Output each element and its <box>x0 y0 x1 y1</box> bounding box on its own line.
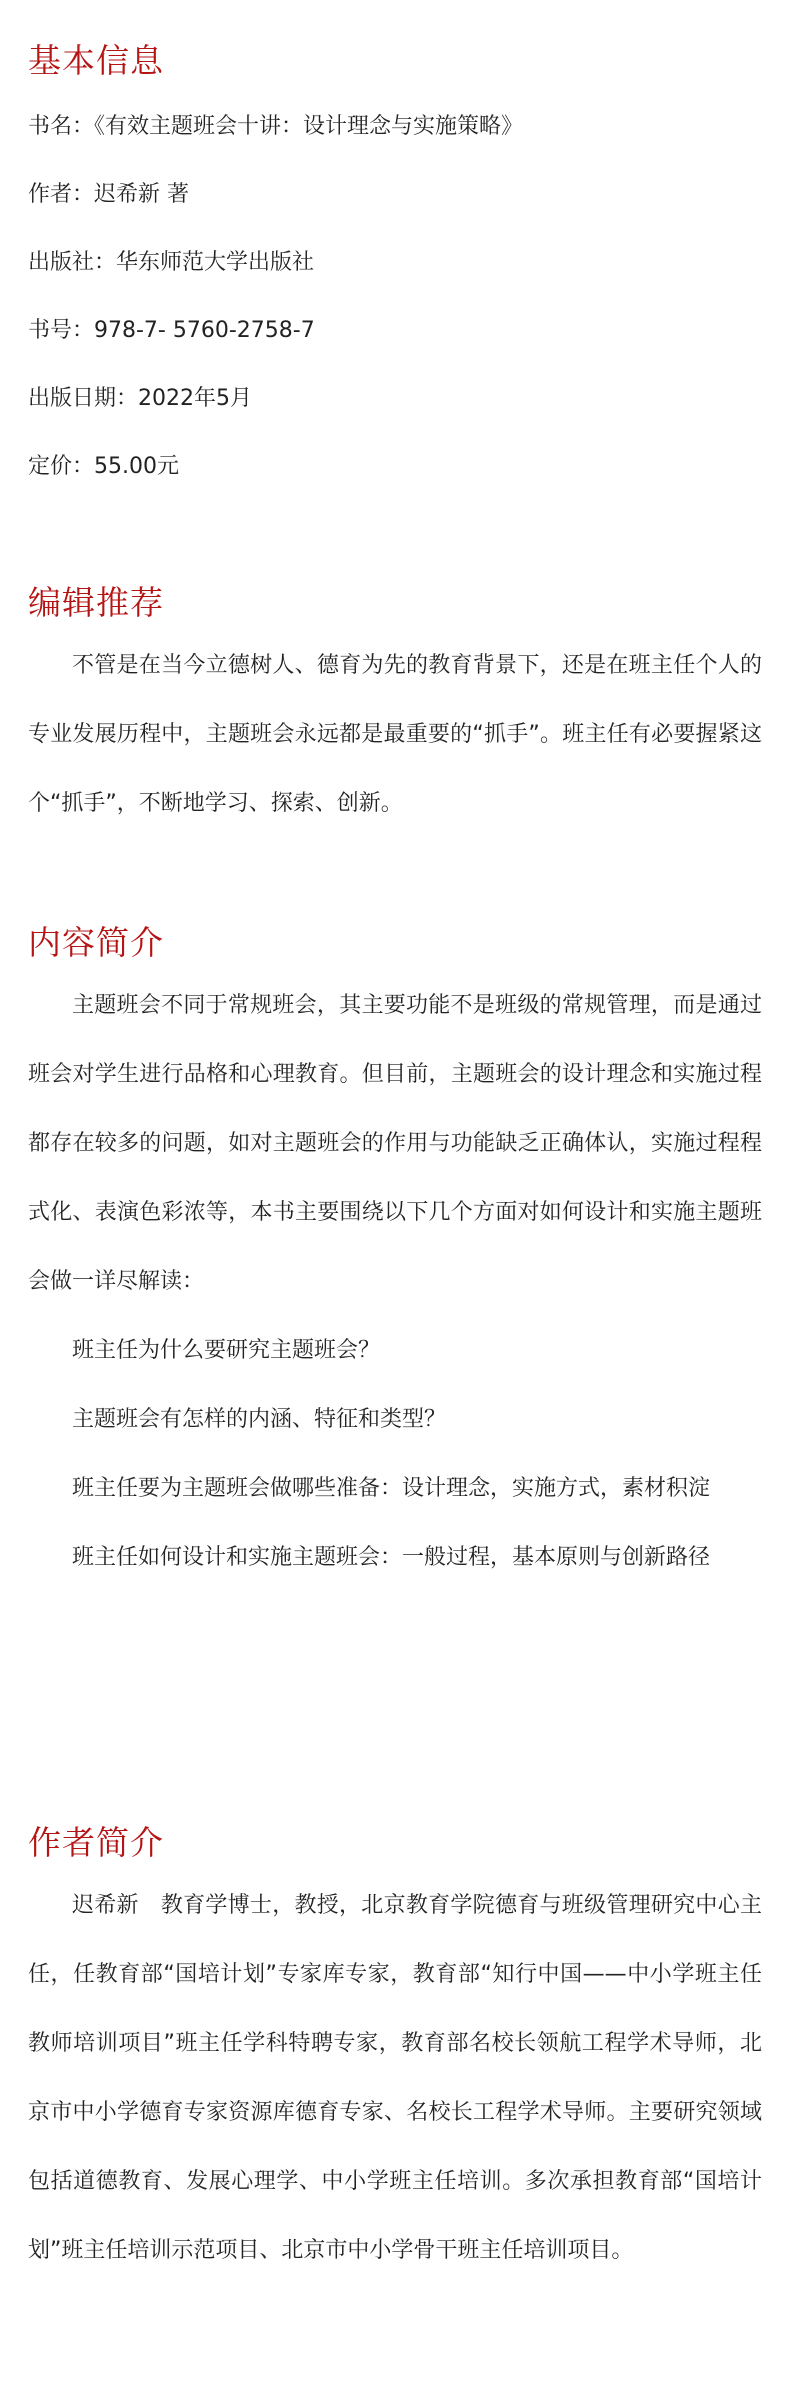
publish-date-line: 出版日期：2022年5月 <box>28 386 252 411</box>
author-intro-text: 教育学博士，教授，北京教育学院德育与班级管理研究中心主任，任教育部“国培计划”专家库专家，教育部“知行中国——中小学班主任教师培训项目”班主任学科特聘专家，教育部名校长领航工程学术导师，北京市中小学德育专家资源库德育专家、名校长工程学术导师。主要研究领域包括道德教育、发展心理学、中小学班主任培训。多次承担教育部“国培计划”班主任培训示范项目、北京市中小学骨干班主任培训项目。 <box>28 1893 762 2263</box>
editor-recommend-title: 编辑推荐 <box>28 583 164 622</box>
author-intro-paragraph <box>28 1871 762 2285</box>
author-intro-section <box>28 1823 762 2285</box>
basic-info-section <box>28 41 762 479</box>
book-title-line: 书名：《有效主题班会十讲：设计理念与实施策略》 <box>28 114 524 139</box>
content-intro-item: 班主任为什么要研究主题班会？ <box>72 1338 381 1363</box>
basic-info-title: 基本信息 <box>28 41 164 80</box>
content-intro-item: 主题班会有怎样的内涵、特征和类型？ <box>72 1407 447 1432</box>
content-intro-item: 班主任如何设计和实施主题班会：一般过程，基本原则与创新路径 <box>72 1545 711 1570</box>
content-intro-paragraph: 主题班会不同于常规班会，其主要功能不是班级的常规管理，而是通过班会对学生进行品格和心理教育。但目前，主题班会的设计理念和实施过程都存在较多的问题，如对主题班会的作用与功能缺乏正确体认，实施过程程式化、表演色彩浓等，本书主要围绕以下几个方面对如何设计和实施主题班会做一详尽解读： <box>28 993 762 1294</box>
isbn-line: 书号：978-7- 5760-2758-7 <box>28 318 315 343</box>
author-intro-title: 作者简介 <box>28 1823 164 1862</box>
price-line: 定价：55.00元 <box>28 454 179 479</box>
content-intro-title: 内容简介 <box>28 923 164 962</box>
author-name: 迟希新 <box>72 1893 139 1918</box>
content-intro-section <box>28 923 762 1592</box>
editor-recommend-section <box>28 583 762 838</box>
publisher-line: 出版社：华东师范大学出版社 <box>28 250 315 275</box>
editor-recommend-paragraph: 不管是在当今立德树人、德育为先的教育背景下，还是在班主任个人的专业发展历程中，主题班会永远都是最重要的“抓手”。班主任有必要握紧这个“抓手”，不断地学习、探索、创新。 <box>28 653 762 816</box>
content-intro-item: 班主任要为主题班会做哪些准备：设计理念，实施方式，素材积淀 <box>72 1476 711 1501</box>
author-line: 作者：迟希新 著 <box>28 182 189 207</box>
